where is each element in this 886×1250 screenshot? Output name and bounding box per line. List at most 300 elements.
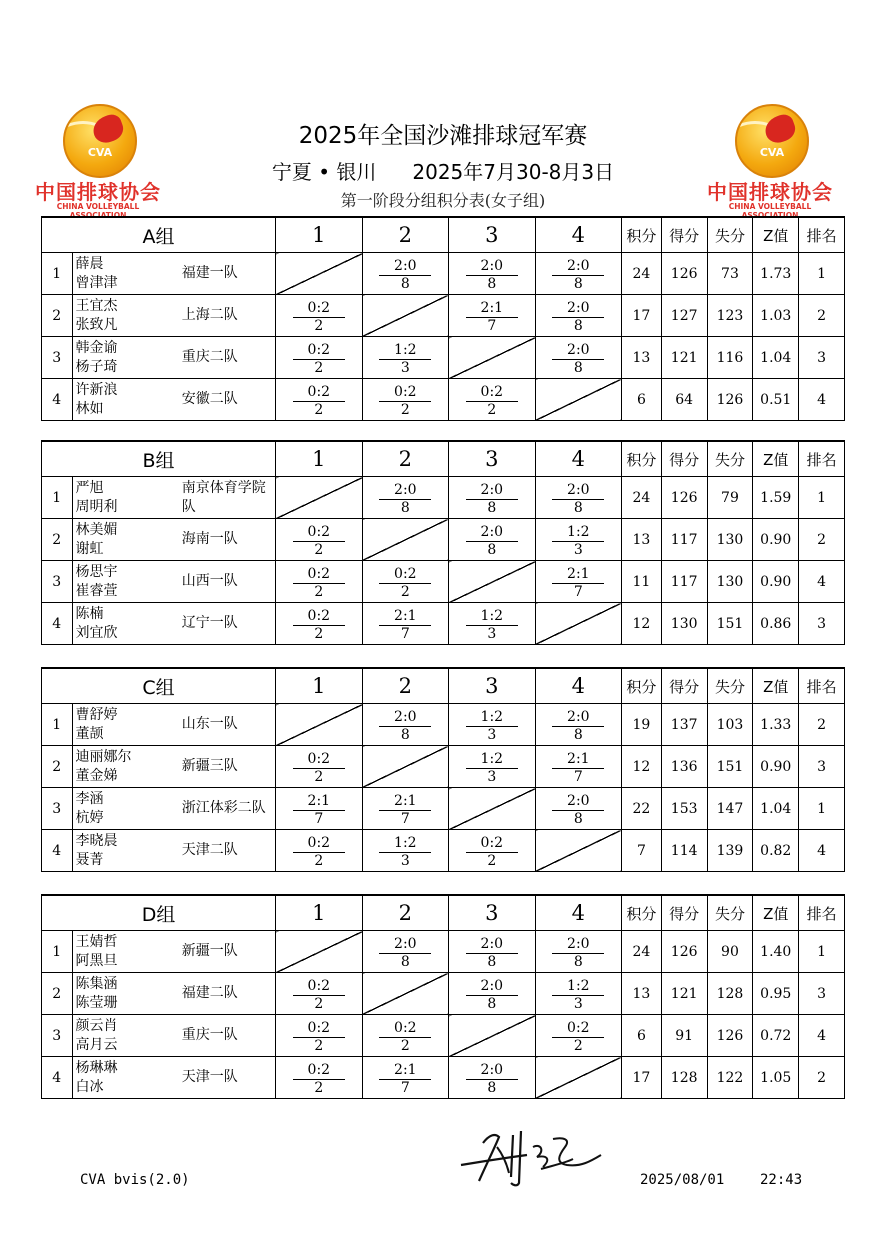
set-score: 0:2 [466, 384, 518, 402]
match-points: 2 [314, 995, 324, 1012]
player-names [72, 477, 174, 519]
event-dates: 2025年7月30-8月3日 [412, 160, 615, 184]
match-result [362, 704, 449, 746]
stat-z: 1.03 [753, 295, 799, 337]
player-2: 刘宜欣 [75, 624, 118, 641]
match-result [535, 477, 622, 519]
match-result [535, 704, 622, 746]
match-result [449, 931, 536, 973]
column-header: 3 [449, 217, 536, 253]
player-1: 曹舒婷 [75, 706, 118, 723]
table-heading: 第一阶段分组积分表(女子组) [340, 191, 546, 210]
stat-jf: 6 [622, 379, 662, 421]
column-header: 积分 [622, 217, 662, 253]
player-1: 李涵 [75, 790, 104, 807]
table-row [42, 931, 845, 973]
stat-sf: 128 [707, 973, 753, 1015]
column-header: Z值 [753, 895, 799, 931]
table-row [42, 830, 845, 872]
footer-date: 2025/08/01 [640, 1172, 725, 1188]
match-points: 2 [487, 401, 497, 418]
player-names [72, 746, 174, 788]
match-points: 2 [314, 852, 324, 869]
column-header: 3 [449, 668, 536, 704]
match-points: 7 [573, 768, 583, 785]
set-score: 2:0 [552, 300, 604, 318]
stat-rank: 3 [799, 603, 845, 645]
match-points: 7 [400, 1079, 410, 1096]
player-2: 杨子琦 [75, 358, 118, 375]
group-table-d [41, 894, 845, 1099]
stat-sf: 90 [707, 931, 753, 973]
set-score: 1:2 [379, 342, 431, 360]
team-name: 重庆一队 [174, 1015, 276, 1057]
match-result [449, 830, 536, 872]
column-header: 2 [362, 441, 449, 477]
stat-df: 153 [661, 788, 707, 830]
match-points: 8 [487, 541, 497, 558]
column-header: 3 [449, 895, 536, 931]
match-points: 3 [400, 852, 410, 869]
set-score: 0:2 [293, 1020, 345, 1038]
stat-sf: 130 [707, 519, 753, 561]
set-score: 0:2 [293, 1062, 345, 1080]
column-header: 得分 [661, 668, 707, 704]
table-row [42, 253, 845, 295]
match-points: 2 [400, 1037, 410, 1054]
stat-jf: 17 [622, 295, 662, 337]
stat-jf: 7 [622, 830, 662, 872]
stat-df: 126 [661, 477, 707, 519]
match-points: 8 [573, 499, 583, 516]
match-points: 2 [400, 401, 410, 418]
diagonal-empty-cell [276, 477, 363, 519]
stat-sf: 122 [707, 1057, 753, 1099]
set-score: 2:0 [379, 709, 431, 727]
match-points: 7 [314, 810, 324, 827]
player-2: 阿黑旦 [75, 952, 118, 969]
player-1: 陈楠 [75, 605, 104, 622]
column-header: 排名 [799, 217, 845, 253]
match-result [535, 931, 622, 973]
set-score: 0:2 [293, 384, 345, 402]
player-names [72, 295, 174, 337]
match-points: 8 [573, 726, 583, 743]
stat-rank: 1 [799, 788, 845, 830]
set-score: 2:0 [552, 482, 604, 500]
match-result [362, 337, 449, 379]
table-row [42, 477, 845, 519]
stat-jf: 17 [622, 1057, 662, 1099]
set-score: 2:1 [379, 1062, 431, 1080]
diagonal-empty-cell [362, 746, 449, 788]
column-header: 失分 [707, 895, 753, 931]
set-score: 0:2 [379, 566, 431, 584]
table-row [42, 788, 845, 830]
player-names [72, 519, 174, 561]
match-result [276, 603, 363, 645]
column-header: 1 [276, 895, 363, 931]
stat-jf: 24 [622, 477, 662, 519]
diagonal-empty-cell [276, 253, 363, 295]
stat-rank: 1 [799, 931, 845, 973]
stat-jf: 12 [622, 746, 662, 788]
logo-en-text: CHINA VOLLEYBALL ASSOCIATION [56, 202, 140, 220]
diagonal-empty-cell [362, 295, 449, 337]
stat-jf: 24 [622, 253, 662, 295]
match-result [276, 830, 363, 872]
stat-df: 117 [661, 519, 707, 561]
player-2: 曾津津 [75, 274, 118, 291]
set-score: 2:1 [379, 793, 431, 811]
match-points: 8 [573, 275, 583, 292]
match-result [449, 477, 536, 519]
match-result [362, 477, 449, 519]
diagonal-empty-cell [535, 1057, 622, 1099]
match-result [535, 1015, 622, 1057]
match-result [362, 603, 449, 645]
stat-df: 136 [661, 746, 707, 788]
set-score: 0:2 [552, 1020, 604, 1038]
match-points: 8 [487, 1079, 497, 1096]
set-score: 1:2 [379, 835, 431, 853]
column-header: 失分 [707, 217, 753, 253]
match-points: 2 [314, 625, 324, 642]
match-result [362, 561, 449, 603]
player-names [72, 973, 174, 1015]
stat-sf: 123 [707, 295, 753, 337]
logo-mark: CVA [759, 146, 785, 159]
stat-z: 1.40 [753, 931, 799, 973]
logo-cn-text: 中国排球协会 [35, 180, 161, 204]
player-names [72, 561, 174, 603]
stat-rank: 4 [799, 830, 845, 872]
player-2: 杭婷 [75, 809, 104, 826]
set-score: 2:0 [552, 793, 604, 811]
player-2: 董颉 [75, 725, 104, 742]
stat-rank: 3 [799, 973, 845, 1015]
match-result [449, 704, 536, 746]
column-header: 失分 [707, 668, 753, 704]
match-points: 8 [400, 726, 410, 743]
column-header: 2 [362, 895, 449, 931]
set-score: 2:0 [466, 936, 518, 954]
player-2: 张致凡 [75, 316, 118, 333]
team-index: 4 [42, 830, 73, 872]
match-points: 8 [487, 275, 497, 292]
column-header: 4 [535, 217, 622, 253]
team-name: 福建一队 [174, 253, 276, 295]
set-score: 0:2 [293, 978, 345, 996]
diagonal-empty-cell [535, 379, 622, 421]
match-points: 2 [314, 768, 324, 785]
player-1: 王婧哲 [75, 933, 118, 950]
player-1: 颜云肖 [75, 1017, 118, 1034]
stat-df: 64 [661, 379, 707, 421]
match-result [276, 788, 363, 830]
group-header-row [42, 217, 845, 253]
team-name: 南京体育学院队 [174, 477, 276, 519]
player-names [72, 931, 174, 973]
player-1: 王宜杰 [75, 297, 118, 314]
column-header: 排名 [799, 895, 845, 931]
column-header: Z值 [753, 668, 799, 704]
match-result [362, 830, 449, 872]
stat-rank: 4 [799, 561, 845, 603]
page-subtitle [0, 156, 886, 185]
column-header: 1 [276, 668, 363, 704]
match-points: 2 [487, 852, 497, 869]
stat-df: 126 [661, 253, 707, 295]
stat-df: 117 [661, 561, 707, 603]
column-header: 2 [362, 668, 449, 704]
match-points: 2 [314, 541, 324, 558]
diagonal-empty-cell [362, 519, 449, 561]
match-result [276, 295, 363, 337]
group-header-row [42, 895, 845, 931]
player-names [72, 1015, 174, 1057]
stat-z: 0.72 [753, 1015, 799, 1057]
set-score: 2:0 [379, 482, 431, 500]
team-name: 重庆二队 [174, 337, 276, 379]
match-result [449, 603, 536, 645]
stat-z: 1.05 [753, 1057, 799, 1099]
team-index: 3 [42, 561, 73, 603]
group-name: D组 [42, 895, 276, 931]
set-score: 0:2 [293, 835, 345, 853]
column-header: 得分 [661, 895, 707, 931]
player-1: 杨琳琳 [75, 1059, 118, 1076]
match-result [449, 379, 536, 421]
match-result [276, 1015, 363, 1057]
group-table-c [41, 667, 845, 872]
match-points: 2 [400, 583, 410, 600]
set-score: 2:0 [466, 524, 518, 542]
stat-df: 121 [661, 973, 707, 1015]
set-score: 0:2 [379, 1020, 431, 1038]
stat-rank: 2 [799, 1057, 845, 1099]
team-index: 1 [42, 253, 73, 295]
stat-rank: 2 [799, 295, 845, 337]
team-index: 4 [42, 603, 73, 645]
table-row [42, 704, 845, 746]
column-header: 4 [535, 441, 622, 477]
stat-sf: 126 [707, 379, 753, 421]
stat-rank: 2 [799, 519, 845, 561]
player-1: 薛晨 [75, 255, 104, 272]
player-1: 陈集涵 [75, 975, 118, 992]
stat-df: 121 [661, 337, 707, 379]
stat-sf: 130 [707, 561, 753, 603]
match-result [535, 561, 622, 603]
set-score: 0:2 [293, 608, 345, 626]
logo-cn-text: 中国排球协会 [707, 180, 833, 204]
player-1: 林美媚 [75, 521, 118, 538]
match-result [449, 253, 536, 295]
set-score: 2:1 [293, 793, 345, 811]
player-names [72, 379, 174, 421]
table-row [42, 337, 845, 379]
player-names [72, 253, 174, 295]
column-header: 4 [535, 668, 622, 704]
match-points: 2 [314, 1037, 324, 1054]
stat-df: 91 [661, 1015, 707, 1057]
set-score: 2:0 [379, 258, 431, 276]
stat-rank: 3 [799, 746, 845, 788]
team-name: 山东一队 [174, 704, 276, 746]
player-1: 杨思宇 [75, 563, 118, 580]
column-header: 排名 [799, 441, 845, 477]
group-table-a [41, 216, 845, 421]
match-points: 2 [314, 317, 324, 334]
match-result [535, 788, 622, 830]
stat-rank: 3 [799, 337, 845, 379]
set-score: 2:0 [466, 482, 518, 500]
match-result [449, 295, 536, 337]
match-result [535, 973, 622, 1015]
player-2: 白冰 [75, 1078, 104, 1095]
team-name: 浙江体彩二队 [174, 788, 276, 830]
team-name: 福建二队 [174, 973, 276, 1015]
player-1: 李晓晨 [75, 832, 118, 849]
set-score: 1:2 [466, 608, 518, 626]
table-row [42, 603, 845, 645]
stat-df: 127 [661, 295, 707, 337]
stat-z: 1.73 [753, 253, 799, 295]
stat-z: 0.90 [753, 519, 799, 561]
player-names [72, 1057, 174, 1099]
stat-z: 0.95 [753, 973, 799, 1015]
column-header: 得分 [661, 441, 707, 477]
stat-jf: 6 [622, 1015, 662, 1057]
column-header: 积分 [622, 441, 662, 477]
match-points: 8 [487, 995, 497, 1012]
stat-rank: 4 [799, 1015, 845, 1057]
match-points: 7 [573, 583, 583, 600]
column-header: Z值 [753, 217, 799, 253]
player-names [72, 788, 174, 830]
match-result [276, 561, 363, 603]
stat-rank: 1 [799, 253, 845, 295]
column-header: 失分 [707, 441, 753, 477]
match-points: 2 [314, 359, 324, 376]
team-name: 山西一队 [174, 561, 276, 603]
match-result [362, 379, 449, 421]
match-points: 3 [573, 995, 583, 1012]
diagonal-empty-cell [449, 788, 536, 830]
set-score: 2:1 [466, 300, 518, 318]
group-name: C组 [42, 668, 276, 704]
match-result [276, 379, 363, 421]
stat-z: 0.51 [753, 379, 799, 421]
set-score: 1:2 [552, 524, 604, 542]
stat-df: 128 [661, 1057, 707, 1099]
match-points: 3 [400, 359, 410, 376]
player-2: 高月云 [75, 1036, 118, 1053]
stat-sf: 116 [707, 337, 753, 379]
stat-sf: 103 [707, 704, 753, 746]
set-score: 2:0 [552, 258, 604, 276]
match-result [362, 1015, 449, 1057]
match-result [449, 973, 536, 1015]
venue: 宁夏 • 银川 [271, 160, 377, 184]
match-result [535, 746, 622, 788]
match-points: 7 [487, 317, 497, 334]
logo-en-text: CHINA VOLLEYBALL ASSOCIATION [728, 202, 812, 220]
match-result [362, 1057, 449, 1099]
column-header: 2 [362, 217, 449, 253]
column-header: 排名 [799, 668, 845, 704]
match-points: 7 [400, 625, 410, 642]
match-points: 8 [400, 275, 410, 292]
set-score: 1:2 [466, 751, 518, 769]
match-result [449, 1057, 536, 1099]
diagonal-empty-cell [362, 973, 449, 1015]
table-row [42, 295, 845, 337]
match-result [362, 931, 449, 973]
diagonal-empty-cell [449, 337, 536, 379]
group-name: A组 [42, 217, 276, 253]
stat-sf: 139 [707, 830, 753, 872]
diagonal-empty-cell [535, 603, 622, 645]
stat-df: 126 [661, 931, 707, 973]
column-header: 1 [276, 441, 363, 477]
match-points: 8 [400, 499, 410, 516]
player-names [72, 830, 174, 872]
player-2: 董金娣 [75, 767, 118, 784]
match-points: 8 [573, 317, 583, 334]
set-score: 2:0 [466, 1062, 518, 1080]
set-score: 0:2 [293, 300, 345, 318]
team-name: 天津二队 [174, 830, 276, 872]
page-title: 2025年全国沙滩排球冠军赛 [298, 123, 588, 149]
set-score: 2:1 [552, 566, 604, 584]
set-score: 2:1 [379, 608, 431, 626]
table-row [42, 746, 845, 788]
match-result [362, 788, 449, 830]
set-score: 1:2 [552, 978, 604, 996]
stat-sf: 151 [707, 603, 753, 645]
match-points: 2 [314, 401, 324, 418]
match-result [449, 519, 536, 561]
column-header: 积分 [622, 895, 662, 931]
stat-sf: 73 [707, 253, 753, 295]
table-row [42, 561, 845, 603]
match-points: 3 [573, 541, 583, 558]
table-row [42, 973, 845, 1015]
match-points: 3 [487, 768, 497, 785]
table-row [42, 379, 845, 421]
team-index: 4 [42, 379, 73, 421]
match-result [535, 295, 622, 337]
team-index: 2 [42, 295, 73, 337]
match-points: 2 [314, 583, 324, 600]
match-result [535, 253, 622, 295]
diagonal-empty-cell [535, 830, 622, 872]
player-names [72, 704, 174, 746]
footer-software: CVA bvis(2.0) [80, 1172, 190, 1188]
match-points: 2 [314, 1079, 324, 1096]
player-2: 谢虹 [75, 540, 104, 557]
group-name: B组 [42, 441, 276, 477]
team-index: 3 [42, 1015, 73, 1057]
match-points: 8 [487, 499, 497, 516]
team-name: 辽宁一队 [174, 603, 276, 645]
stat-z: 0.90 [753, 746, 799, 788]
table-row [42, 1015, 845, 1057]
stat-sf: 79 [707, 477, 753, 519]
match-points: 8 [400, 953, 410, 970]
